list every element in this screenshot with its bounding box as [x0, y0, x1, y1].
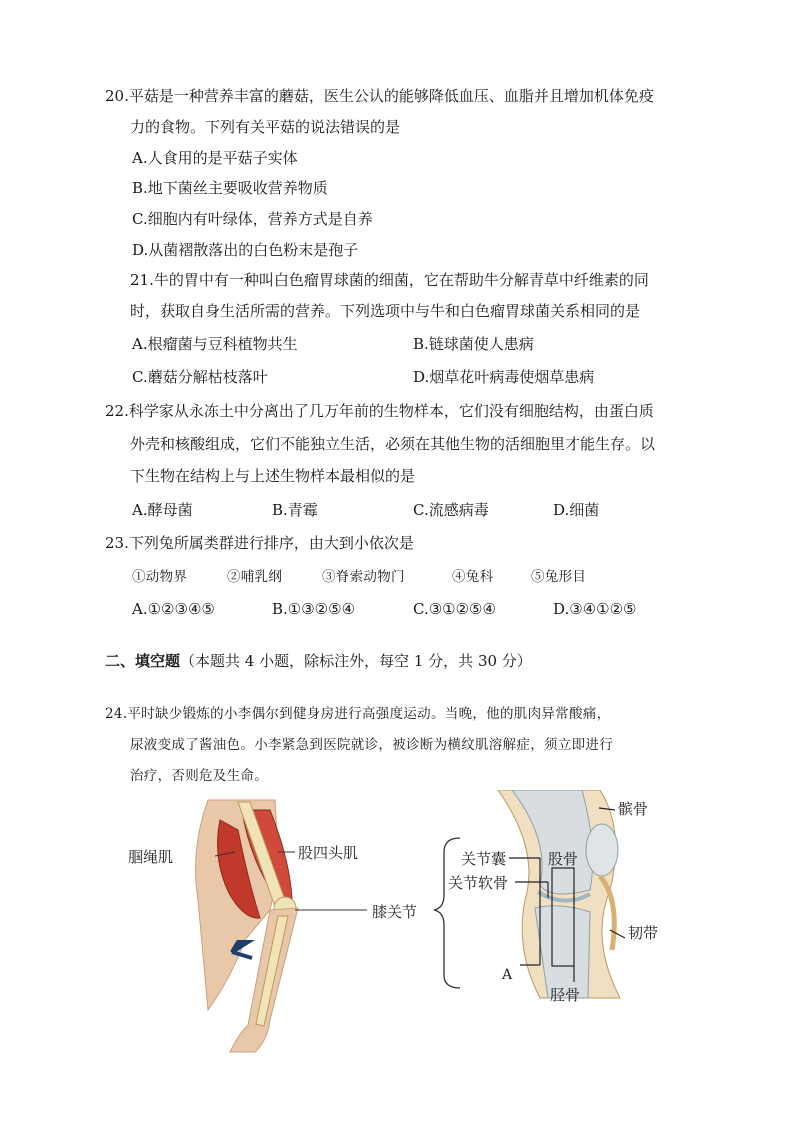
q23-item-2: ②哺乳纲 [227, 569, 283, 585]
q23-option-b: B.①③②⑤④ [272, 600, 356, 618]
q20-stem-line2: 力的食物。下列有关平菇的说法错误的是 [130, 118, 401, 136]
label-cartilage: 关节软骨 [448, 874, 509, 892]
q23-item-1: ①动物界 [132, 569, 188, 585]
q20-option-d: D.从菌褶散落出的白色粉末是孢子 [132, 241, 359, 259]
q20-option-b: B.地下菌丝主要吸收营养物质 [132, 179, 328, 197]
label-ligament: 韧带 [628, 924, 659, 942]
q22-option-d: D.细菌 [553, 501, 600, 519]
label-capsule: 关节囊 [461, 850, 507, 868]
label-quadriceps: 股四头肌 [298, 844, 359, 862]
anatomy-figure-drawing [120, 790, 680, 1060]
section-note: （本题共 4 小题，除标注外，每空 1 分，共 30 分） [180, 652, 532, 670]
section-heading [105, 651, 532, 671]
q21-option-a: A.根瘤菌与豆科植物共生 [132, 335, 298, 353]
q21-stem-line2: 时，获取自身生活所需的营养。下列选项中与牛和白色瘤胃球菌关系相同的是 [130, 302, 641, 320]
q23-item-3: ③脊索动物门 [322, 569, 405, 585]
q21-option-b: B.链球菌使人患病 [413, 335, 534, 353]
q22-option-c: C.流感病毒 [413, 501, 489, 519]
q21-stem-line1: 21.牛的胃中有一种叫白色瘤胃球菌的细菌，它在帮助牛分解青草中纤维素的同 [130, 271, 649, 289]
q22-option-b: B.青霉 [272, 501, 318, 519]
q21-option-c: C.蘑菇分解枯枝落叶 [132, 368, 268, 386]
q22-stem-line1: 22.科学家从永冻土中分离出了几万年前的生物样本，它们没有细胞结构，由蛋白质 [105, 402, 654, 420]
label-patella: 髌骨 [618, 800, 649, 818]
label-hamstring: 腘绳肌 [128, 848, 174, 866]
q23-option-a: A.①②③④⑤ [132, 600, 215, 618]
q23-option-d: D.③④①②⑤ [553, 600, 637, 618]
q24-stem-line3: 治疗，否则危及生命。 [130, 768, 268, 784]
label-knee: 膝关节 [372, 903, 418, 921]
q24-stem-line1: 24.平时缺少锻炼的小李偶尔到健身房进行高强度运动。当晚，他的肌肉异常酸痛， [105, 706, 611, 722]
label-tibia: 胫骨 [550, 986, 581, 1004]
q22-option-a: A.酵母菌 [132, 501, 193, 519]
patella-section [586, 824, 618, 876]
section-title: 二、填空题 [105, 652, 181, 670]
anatomy-figure [120, 790, 680, 1060]
q21-option-d: D.烟草花叶病毒使烟草患病 [413, 368, 595, 386]
q23-item-4: ④兔科 [452, 569, 494, 585]
q20-option-a: A.人食用的是平菇子实体 [132, 149, 298, 167]
q24-stem-line2: 尿液变成了酱油色。小李紧急到医院就诊，被诊断为横纹肌溶解症，须立即进行 [130, 737, 613, 753]
q22-stem-line3: 下生物在结构上与上述生物样本最相似的是 [130, 467, 416, 485]
q20-option-c: C.细胞内有叶绿体，营养方式是自养 [132, 210, 373, 228]
q20-stem-line1: 20.平菇是一种营养丰富的蘑菇，医生公认的能够降低血压、血脂并且增加机体免疫 [105, 87, 654, 105]
q23-item-5: ⑤兔形目 [531, 569, 587, 585]
q23-stem: 23.下列兔所属类群进行排序，由大到小依次是 [105, 534, 414, 552]
q22-stem-line2: 外壳和核酸组成，它们不能独立生活，必须在其他生物的活细胞里才能生存。以 [130, 435, 656, 453]
label-femur: 股骨 [548, 850, 579, 868]
label-a: A [502, 967, 513, 983]
q23-option-c: C.③①②⑤④ [413, 600, 496, 618]
brace [434, 838, 460, 988]
